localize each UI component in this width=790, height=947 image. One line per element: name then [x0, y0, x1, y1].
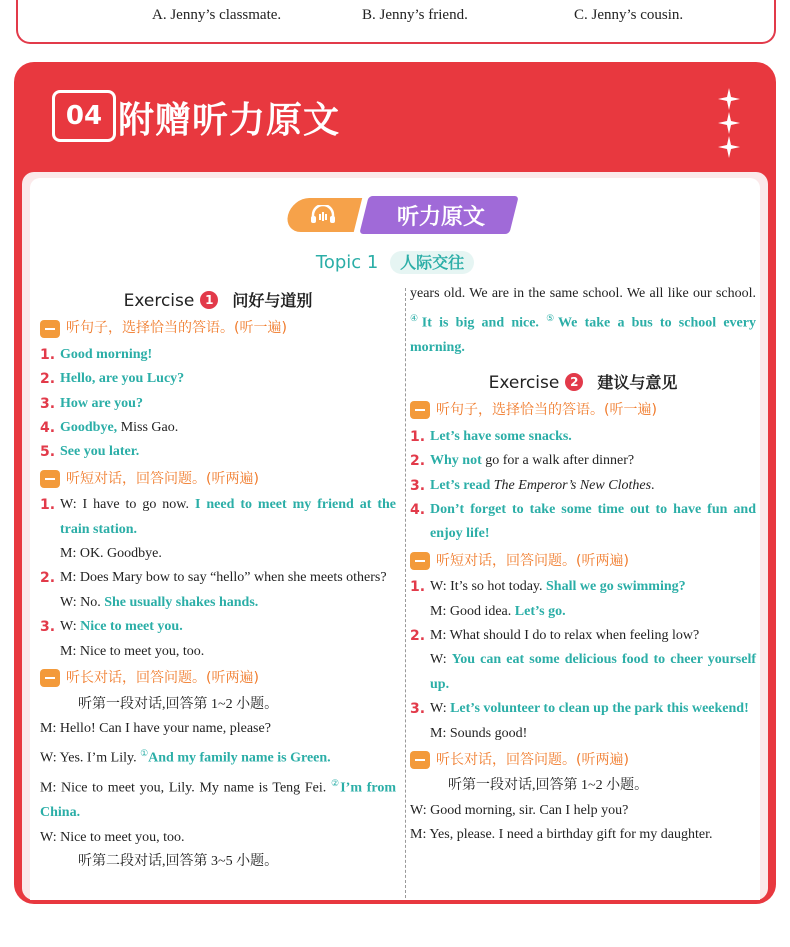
left-column — [40, 286, 396, 875]
list-item: 2. Why not go for a walk after dinner? — [410, 453, 635, 470]
section-card — [14, 62, 776, 904]
option-b: B. Jenny’s friend. — [362, 7, 468, 23]
dialogue-line: W: Nice to meet you, too. — [40, 829, 185, 845]
dialogue-line: 2. M: Does Mary bow to say “hello” when she meets others? — [40, 570, 387, 587]
content-frame — [22, 172, 768, 900]
column-divider — [405, 288, 406, 898]
dialogue-line: M: Sounds good! — [430, 725, 528, 741]
right-column — [410, 282, 756, 848]
dialogue-line: W: You can eat some delicious food to cheer yourself up. — [430, 652, 756, 692]
list-item: 3. Let’s read The Emperor’s New Clothes. — [410, 477, 655, 494]
list-item: 2. Hello, are you Lucy? — [40, 371, 185, 388]
dialogue-line: M: OK. Goodbye. — [60, 546, 162, 562]
list-icon — [40, 669, 60, 687]
section-note: 听第一段对话,回答第 1~2 小题。 — [78, 696, 279, 712]
list-item: 1. Let’s have some snacks. — [410, 428, 572, 445]
exercise-heading: Exercise 2 建议与意见 — [488, 372, 678, 393]
dialogue-line: M: Yes, please. I need a birthday gift for my daughter. — [410, 827, 713, 843]
passage-continued: years old. We are in the same school. We all like our school. ④It is big and nice. ⑤We take a bus to school every morning. — [410, 286, 756, 356]
banner-title: 听力原文 — [396, 205, 485, 230]
sparkle-icon — [718, 136, 740, 158]
headphones-icon — [310, 205, 336, 227]
instruction: 听句子，选择恰当的答语。(听一遍) — [410, 398, 756, 422]
dialogue-line: M: Hello! Can I have your name, please? — [40, 720, 271, 736]
dialogue-line: 3. W: Nice to meet you. — [40, 619, 183, 636]
section-title: 附赠听力原文 — [118, 100, 341, 141]
dialogue-line: M: Nice to meet you, too. — [60, 643, 205, 659]
topic-heading — [30, 250, 760, 273]
sparkle-icon — [718, 88, 740, 110]
dialogue-line: M: Nice to meet you, Lily. My name is Teng Fei. ②I’m from China. — [40, 778, 396, 821]
dialogue-line: M: Good idea. Let’s go. — [430, 603, 566, 619]
dialogue-line: 1. W: It’s so hot today. Shall we go swimming? — [410, 579, 686, 596]
dialogue-line: 3. W: Let’s volunteer to clean up the park this weekend! — [410, 701, 749, 718]
list-item: 5. See you later. — [40, 444, 140, 461]
option-a: A. Jenny’s classmate. — [152, 7, 282, 23]
speech-bubble-icon — [410, 401, 430, 419]
list-item: 3. How are you? — [40, 395, 143, 412]
instruction: 听短对话，回答问题。(听两遍) — [410, 549, 756, 573]
topic-label: Topic 1 — [315, 252, 379, 273]
option-c: C. Jenny’s cousin. — [574, 7, 684, 23]
speech-bubble-icon — [410, 552, 430, 570]
instruction: 听长对话，回答问题。(听两遍) — [40, 666, 396, 690]
speech-bubble-icon — [40, 470, 60, 488]
exercise-heading: Exercise 1 问好与道别 — [123, 291, 313, 311]
sparkle-icon — [718, 112, 740, 134]
listening-banner — [288, 196, 518, 236]
list-icon — [410, 751, 430, 769]
dialogue-line: W: Yes. I’m Lily. ①And my family name is Green. — [40, 748, 331, 766]
dialogue-line: W: No. She usually shakes hands. — [60, 594, 259, 610]
content-paper — [30, 178, 760, 900]
instruction: 听句子，选择恰当的答语。(听一遍) — [40, 316, 396, 340]
sparkle-icons — [718, 88, 742, 160]
section-note: 听第一段对话,回答第 1~2 小题。 — [448, 778, 649, 794]
previous-question-box — [16, 0, 776, 44]
list-item: 4. Goodbye, Miss Gao. — [40, 420, 179, 437]
dialogue-line: 2. M: What should I do to relax when feeling low? — [410, 627, 700, 644]
dialogue-line: 1. W: I have to go now. I need to meet my friend at the train station. — [40, 497, 397, 537]
speech-bubble-icon — [40, 320, 60, 338]
section-note: 听第二段对话,回答第 3~5 小题。 — [78, 854, 279, 870]
list-item: 4. Don’t forget to take some time out to have fun and enjoy life! — [410, 501, 756, 542]
list-item: 1. Good morning! — [40, 346, 153, 363]
dialogue-line: W: Good morning, sir. Can I help you? — [410, 802, 629, 818]
topic-cn: 人际交往 — [390, 251, 474, 274]
section-number-badge: 04 — [52, 90, 116, 142]
instruction: 听短对话，回答问题。(听两遍) — [40, 467, 396, 491]
instruction: 听长对话，回答问题。(听两遍) — [410, 748, 756, 772]
